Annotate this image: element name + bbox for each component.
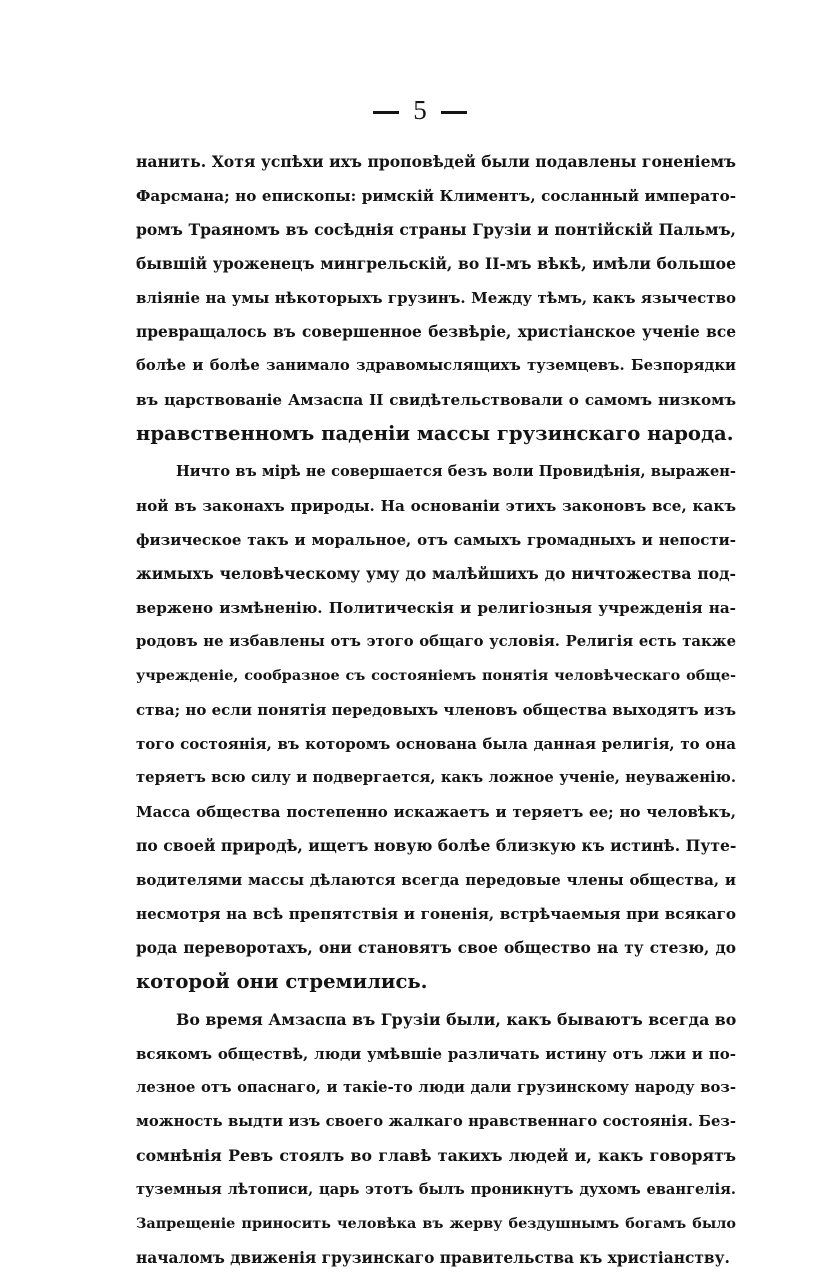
text-line: можность выдти изъ своего жалкаго нравственнаго состоянія. Без- (136, 1113, 736, 1130)
text-line: ства; но если понятія передовыхъ членовъ общества выходятъ изъ (136, 701, 736, 719)
text-line: несмотря на всѣ препятствія и гоненія, встрѣчаемыя при всякаго (136, 905, 736, 923)
text-line: нанить. Хотя успѣхи ихъ проповѣдей были подавлены гоненіемъ (136, 152, 736, 171)
text-line: Во время Амзаспа въ Грузіи были, какъ бываютъ всегда во (176, 1010, 736, 1029)
text-line: превращалось въ совершенное безвѣріе, христіанское ученіе все (136, 323, 736, 341)
text-line: ромъ Траяномъ въ сосѣднія страны Грузіи и понтійскій Пальмъ, (136, 220, 736, 239)
text-line: физическое такъ и моральное, отъ самыхъ громадныхъ и непости- (136, 531, 736, 549)
text-line: вліяніе на умы нѣкоторыхъ грузинъ. Между тѣмъ, какъ язычество (136, 289, 736, 307)
text-line: въ царствованіе Амзаспа II свидѣтельствовали о самомъ низкомъ (136, 391, 736, 409)
text-line: Запрещеніе приносить человѣка въ жерву бездушнымъ богамъ было (136, 1215, 736, 1232)
page-number: 5 (413, 95, 427, 125)
text-line: жимыхъ человѣческому уму до малѣйшихъ до ничтожества под- (136, 564, 736, 583)
text-line: учрежденіе, сообразное съ состояніемъ понятія человѣческаго обще- (136, 667, 736, 684)
text-line: нравственномъ паденіи массы грузинскаго народа. (136, 422, 734, 445)
text-line: родовъ не избавлены отъ этого общаго условія. Религія есть также (136, 633, 736, 650)
text-line: того состоянія, въ которомъ основана была данная религія, то она (136, 735, 736, 753)
page-header (0, 94, 840, 126)
text-line: бывшій уроженецъ мингрельскій, во II-мъ вѣкѣ, имѣли большое (136, 254, 736, 273)
text-line: Ничто въ мірѣ не совершается безъ воли Провидѣнія, выражен- (176, 463, 736, 480)
header-dash-right (441, 111, 467, 114)
text-line: началомъ движенія грузинскаго правительства къ христіанству. (136, 1249, 730, 1267)
text-line: теряетъ всю силу и подвергается, какъ ложное ученіе, неуваженію. (136, 769, 736, 786)
header-dash-left (373, 111, 399, 114)
text-line: болѣе и болѣе занимало здравомыслящихъ туземцевъ. Безпорядки (136, 357, 736, 374)
text-line: по своей природѣ, ищетъ новую болѣе близкую къ истинѣ. Путе- (136, 836, 736, 855)
text-line: которой они стремились. (136, 970, 428, 993)
text-line: лезное отъ опаснаго, и такіе-то люди дали грузинскому народу воз- (136, 1079, 736, 1096)
text-line: сомнѣнія Ревъ стоялъ во главѣ такихъ людей и, какъ говорятъ (136, 1146, 736, 1165)
text-line: Масса общества постепенно искажаетъ и теряетъ ее; но человѣкъ, (136, 803, 736, 821)
text-line: рода переворотахъ, они становятъ свое общество на ту стезю, до (136, 939, 736, 957)
text-line: водителями массы дѣлаются всегда передовые члены общества, и (136, 871, 736, 889)
text-line: туземныя лѣтописи, царь этотъ былъ проникнутъ духомъ евангелія. (136, 1181, 736, 1198)
text-line: всякомъ обществѣ, люди умѣвшіе различать истину отъ лжи и по- (136, 1045, 736, 1063)
text-line: ной въ законахъ природы. На основаніи этихъ законовъ все, какъ (136, 497, 736, 515)
text-line: Фарсмана; но епископы: римскій Климентъ, сосланный императо- (136, 187, 736, 205)
text-line: вержено измѣненію. Политическія и религіозныя учрежденія на- (136, 599, 736, 617)
